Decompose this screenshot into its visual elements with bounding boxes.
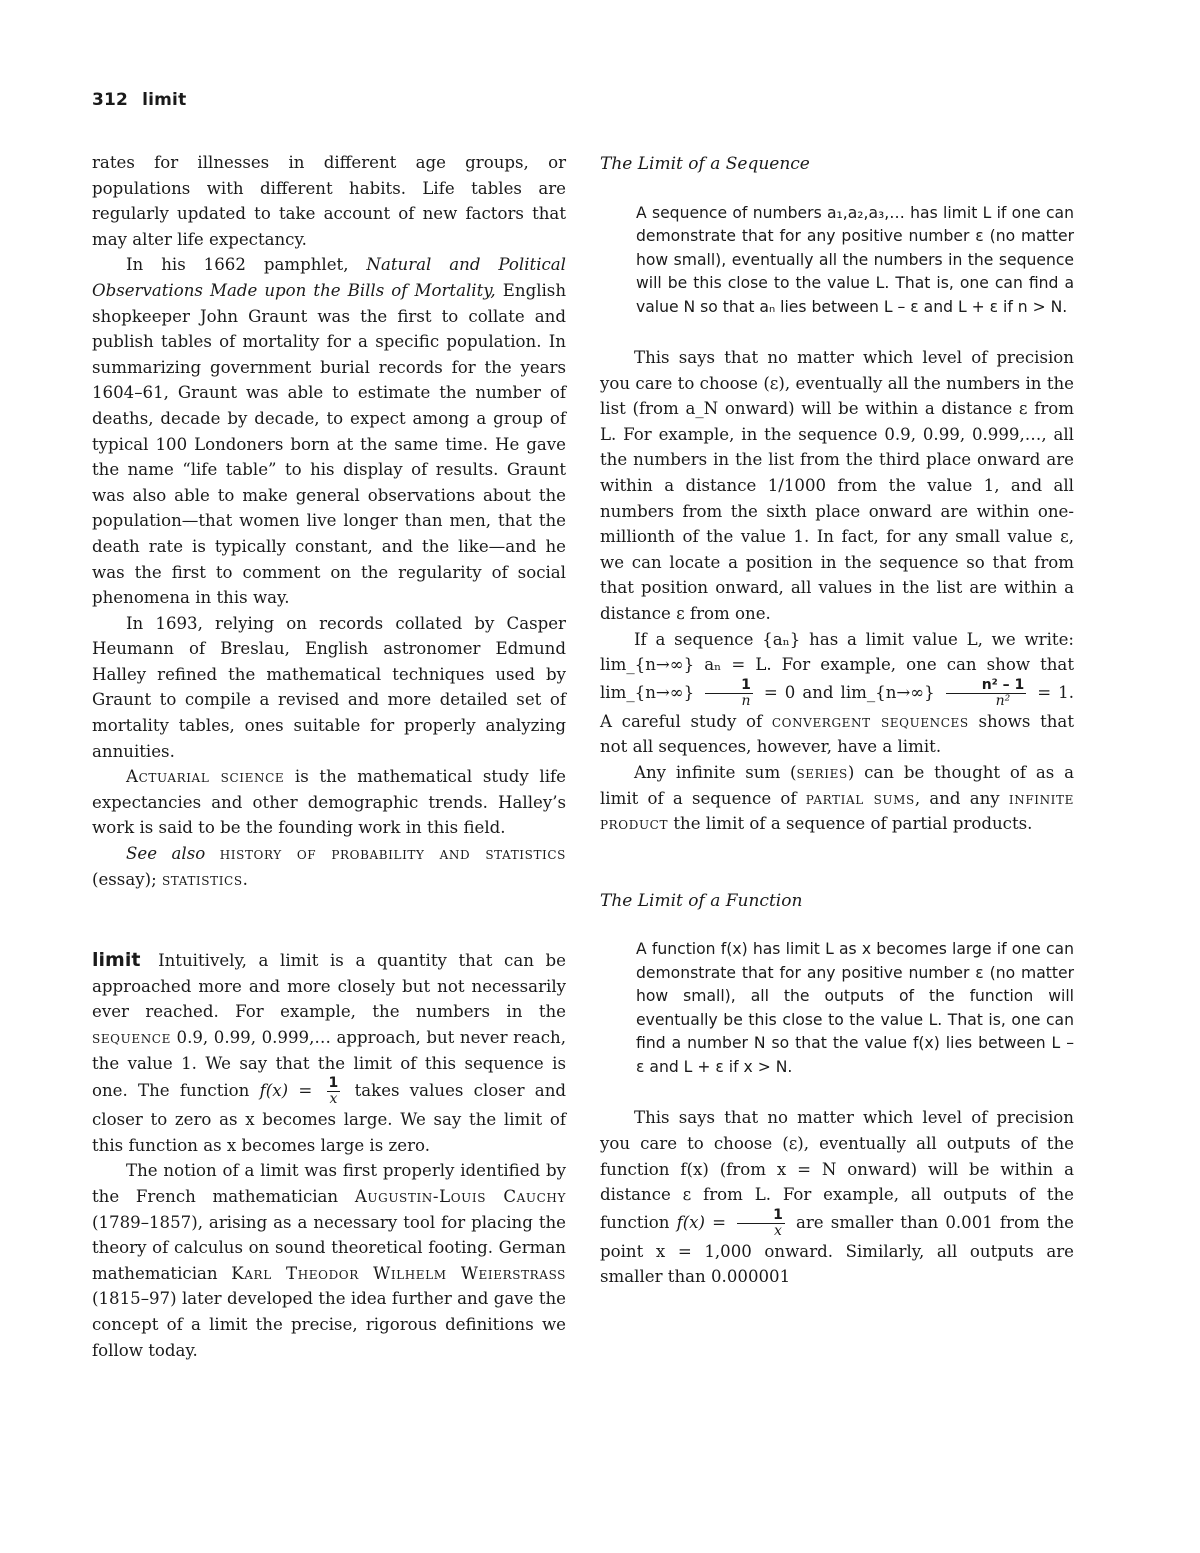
notation-c: = 1. A careful study of — [600, 682, 1074, 731]
page-number: 312 — [92, 90, 129, 110]
cauchy-a: The notion of a limit was first properly identified by the French mathematician — [92, 1161, 566, 1206]
notation-b: = 0 and lim_{n→∞} — [763, 682, 935, 702]
fraction-denominator: x — [774, 1222, 782, 1239]
series-c: , and any — [914, 788, 1000, 808]
running-head-title: limit — [142, 90, 187, 110]
right-column — [600, 150, 1074, 1290]
series-b: ) can be thought of as a limit of a sequence of — [600, 763, 1075, 808]
weierstrass-cross-ref[interactable]: Karl Theodor Wilhelm Weierstrass — [231, 1263, 567, 1283]
series-paragraph — [600, 760, 1074, 837]
see-also-paragraph — [92, 841, 566, 892]
cauchy-c: (1815–97) later developed the idea further and gave the concept of a limit the precise, rigorous definitions we follow today. — [92, 1289, 566, 1360]
halley-paragraph: In 1693, relying on records collated by Casper Heumann of Breslau, English astronomer Edmund Halley refined the mathematical techniques used by Graunt to compile a revised and more detailed set of mortality tables, ones suitable for properly analyzing annuities. — [92, 613, 566, 761]
function-explanation-a: This says that no matter which level of precision you care to choose (ε), eventually all outputs of the function f(x) (from x = N onward) will be within a distance ε from L. For example, all outputs of the function — [600, 1108, 1074, 1232]
see-also-label: See also — [126, 844, 206, 864]
actuarial-paragraph — [92, 764, 566, 841]
function-limit-heading: The Limit of a Function — [600, 890, 803, 911]
infinite-product-cross-ref[interactable]: infinite product — [600, 788, 1074, 834]
series-d: the limit of a sequence of partial products. — [673, 814, 1033, 834]
left-column — [92, 150, 566, 1363]
partial-sums-cross-ref[interactable]: partial sums — [805, 788, 915, 808]
actuarial-body: is the mathematical study life expectancies and other demographic trends. Halley’s work is said to be the founding work in this field. — [92, 767, 566, 838]
fraction-numerator: 1 — [737, 1208, 785, 1224]
cauchy-paragraph — [92, 1158, 566, 1363]
graunt-body: English shopkeeper John Graunt was the first to collate and publish tables of mortality for a specific population. In summarizing government burial records for the years 1604–61, Graunt was able to estimate the number of deaths, decade by decade, to expect among a group of typical 100 Londoners born at the same time. He gave the name “life table” to his display of results. Graunt was also able to make general observations about the population—that women live longer than men, that the death rate is typically constant, and the like—and he was the first to comment on the regularity of social phenomena in this way. — [92, 280, 567, 608]
function-explanation-b: are smaller than 0.001 from the point x = 1,000 onward. Similarly, all outputs are smaller than 0.000001 — [600, 1212, 1074, 1287]
cauchy-b: (1789–1857), arising as a necessary tool for placing the theory of calculus on sound theoretical footing. German mathematician — [92, 1212, 566, 1283]
sequence-cross-ref[interactable]: sequence — [92, 1028, 171, 1047]
cauchy-cross-ref[interactable]: Augustin-Louis Cauchy — [354, 1186, 566, 1206]
history-of-probability-cross-ref[interactable]: history of probability and statistics — [219, 844, 567, 864]
one-over-x-fraction — [737, 1208, 785, 1239]
one-over-x-fraction — [327, 1076, 341, 1107]
limit-notation-paragraph — [600, 627, 1074, 760]
graunt-pamphlet-title: Natural and Political Observations Made upon the Bills of Mortality, — [92, 255, 566, 300]
function-limit-definition: A function f(x) has limit L as x becomes large if one can demonstrate that for any positive number ε (no matter how small), all the outputs of the function will eventually be this close to the value L. That is, one can find a number N so that the value f(x) lies between L – ε and L + ε if x > N. — [636, 940, 1074, 1076]
series-cross-ref[interactable]: series — [796, 763, 848, 782]
fraction-denominator: x — [329, 1091, 338, 1108]
life-table-continuation: rates for illnesses in different age groups, or populations with different habits. Life tables are regularly updated to take account of new factors that may alter life expectancy. — [92, 153, 566, 249]
limit-entry-paragraph — [92, 948, 566, 1158]
running-head — [92, 90, 200, 110]
graunt-intro: In his 1662 pamphlet, — [126, 255, 349, 275]
entry-separator — [92, 892, 566, 948]
sequence-explanation: This says that no matter which level of precision you care to choose (ε), eventually all the numbers in the list (from a_N onward) will be within a distance ε from L. For example, in the sequence 0.9, 0.99, 0.999,…, all the numbers in the list from the third place onward are within a distance 1/1000 from the value 1, and all numbers from the sixth place onward are within one-millionth of the value 1. In fact, for any small value ε, we can locate a position in the sequence so that from that position onward, all values in the list are within a distance ε from one. — [600, 348, 1074, 624]
limit-intro-b: 0.9, 0.99, 0.999,… approach, but never reach, the value 1. We say that the limit of this sequence is one. The function — [92, 1028, 566, 1101]
limit-headword: limit — [92, 949, 141, 972]
convergent-sequences-cross-ref[interactable]: convergent sequences — [771, 711, 969, 731]
n-squared-fraction — [946, 678, 1027, 709]
actuarial-science-cross-ref[interactable]: Actuarial science — [126, 767, 285, 787]
sequence-limit-definition: A sequence of numbers a₁,a₂,a₃,… has limit L if one can demonstrate that for any positive number ε (no matter how small), eventually all the numbers in the sequence will be this close to the value L. That is, one can find a value N so that aₙ lies between L – ε and L + ε if n > N. — [636, 203, 1074, 316]
notation-a: If a sequence {aₙ} has a limit value L, we write: lim_{n→∞} aₙ = L. For example, one can show that lim_{n→∞} — [600, 629, 1074, 702]
sequence-limit-heading: The Limit of a Sequence — [600, 154, 810, 174]
fraction-numerator: 1 — [705, 678, 753, 694]
fraction-numerator: n² – 1 — [946, 678, 1027, 694]
graunt-paragraph — [92, 252, 566, 610]
notation-d: shows that not all sequences, however, have a limit. — [600, 711, 1074, 757]
limit-intro-c: takes values closer and closer to zero as x becomes large. We say the limit of this function as x becomes large is zero. — [92, 1081, 567, 1155]
one-over-n-fraction — [705, 678, 753, 709]
fraction-denominator: n² — [995, 692, 1011, 709]
see-also-essay-note: (essay); — [92, 869, 157, 889]
function-explanation — [600, 1105, 1074, 1290]
fraction-numerator: 1 — [328, 1075, 339, 1092]
limit-intro-a: Intuitively, a limit is a quantity that can be approached more and more closely but not necessarily ever reached. For example, the numbers in the — [92, 951, 566, 1022]
statistics-cross-ref[interactable]: statistics. — [161, 869, 249, 889]
function-fx: f(x) = — [259, 1081, 313, 1101]
function-fx: f(x) = — [676, 1212, 727, 1232]
series-a: Any infinite sum ( — [634, 763, 797, 782]
fraction-denominator: n — [741, 692, 751, 709]
